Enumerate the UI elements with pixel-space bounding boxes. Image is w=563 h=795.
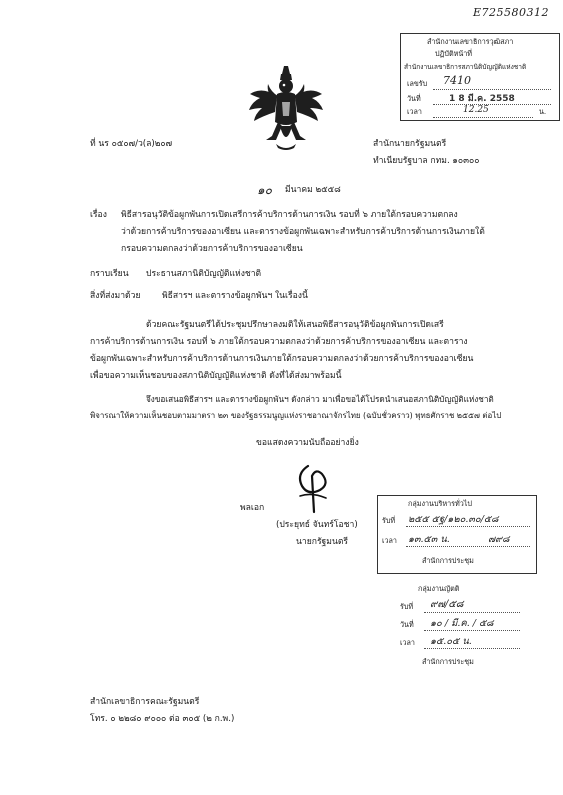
- motions-stamp-time-label: เวลา: [400, 638, 415, 647]
- admin-stamp-no-label: รับที่: [382, 516, 396, 525]
- subject-line-2: ว่าด้วยการค้าบริการของอาเซียน และตารางข้อผูกพันเฉพาะสำหรับการค้าบริการด้านการเงินภายใต้: [121, 227, 485, 237]
- para1-line-1: ด้วยคณะรัฐมนตรีได้ประชุมปรึกษาลงมติให้เสนอพิธีสารอนุวัติข้อผูกพันการเปิดเสรี: [146, 320, 444, 330]
- receiving-stamp-no-label: เลขรับ: [407, 79, 428, 88]
- sender-office: สำนักนายกรัฐมนตรี: [373, 139, 447, 149]
- enclosure-value: พิธีสารฯ และตารางข้อผูกพันฯ ในเรื่องนี้: [162, 291, 308, 301]
- receiving-stamp-time-label: เวลา: [407, 107, 422, 116]
- signature: [292, 462, 336, 516]
- admin-stamp-office: สำนักการประชุม: [422, 556, 474, 565]
- receiving-stamp: [400, 33, 560, 121]
- receiving-stamp-no-value: 7410: [443, 74, 471, 87]
- date-day-handwritten: ๑๐: [257, 183, 272, 197]
- signer-title: นายกรัฐมนตรี: [296, 537, 349, 547]
- signer-rank: พลเอก: [240, 503, 265, 513]
- receiving-stamp-line2: ปฏิบัติหน้าที่: [435, 49, 473, 58]
- subject-line-3: กรอบความตกลงว่าด้วยการค้าบริการของอาเซียน: [121, 244, 303, 254]
- para1-line-3: ข้อผูกพันเฉพาะสำหรับการค้าบริการด้านการเงินภายใต้กรอบความตกลงว่าด้วยการค้าบริการของอาเซียน: [90, 354, 474, 364]
- motions-stamp-office: สำนักการประชุม: [422, 657, 474, 666]
- admin-stamp-title: กลุ่มงานบริหารทั่วไป: [408, 499, 472, 508]
- admin-stamp-time-value: ๑๓.๕๓ น.: [408, 534, 450, 545]
- motions-stamp-date-label: วันที่: [400, 620, 414, 629]
- receiving-stamp-time-suffix: น.: [539, 107, 547, 116]
- subject-line-1: พิธีสารอนุวัติข้อผูกพันการเปิดเสรีการค้าบริการด้านการเงิน รอบที่ ๖ ภายใต้กรอบความตกลง: [121, 210, 458, 220]
- subject-label: เรื่อง: [90, 210, 107, 220]
- motions-stamp-time-value: ๑๕.๐๕ น.: [430, 636, 472, 647]
- corner-number: E725580312: [473, 6, 550, 19]
- admin-receiving-stamp: [377, 495, 537, 574]
- receiving-stamp-line3: สำนักงานเลขาธิการสภานิติบัญญัติแห่งชาติ: [404, 63, 527, 71]
- para1-line-4: เพื่อขอความเห็นชอบของสภานิติบัญญัติแห่งชาติ ดังที่ได้ส่งมาพร้อมนี้: [90, 371, 342, 381]
- admin-stamp-time-label: เวลา: [382, 536, 397, 545]
- to-value: ประธานสภานิติบัญญัติแห่งชาติ: [146, 269, 262, 279]
- motions-stamp-date-value: ๑๐ / มี.ค. / ๕๘: [430, 618, 494, 629]
- footer-phone: โทร. ๐ ๒๒๘๐ ๙๐๐๐ ต่อ ๓๐๕ (๒ ก.พ.): [90, 714, 235, 724]
- motions-stamp-title: กลุ่มงานญัตติ: [418, 584, 460, 593]
- motions-receiving-stamp: [396, 582, 526, 672]
- admin-stamp-no-value: ๒๕๕ ๕ฐ/๑๒๐.๓๐/๕๘: [408, 514, 499, 525]
- motions-stamp-no-label: รับที่: [400, 602, 414, 611]
- garuda-emblem: [246, 64, 326, 152]
- receiving-stamp-line1: สำนักงานเลขาธิการวุฒิสภา: [427, 37, 514, 46]
- motions-stamp-no-value: ๙๗/๕๘: [430, 599, 464, 610]
- footer-office: สำนักเลขาธิการคณะรัฐมนตรี: [90, 697, 200, 707]
- para2-line-2: พิจารณาให้ความเห็นชอบตามมาตรา ๒๓ ของรัฐธรรมนูญแห่งราชอาณาจักรไทย (ฉบับชั่วคราว) พุทธศักราช ๒๕๕๗ ต่อไป: [90, 411, 502, 420]
- sender-address: ทำเนียบรัฐบาล กทม. ๑๐๓๐๐: [373, 156, 480, 166]
- doc-number: ที่ นร ๐๕๐๗/ว(ล)๒๐๗: [90, 139, 173, 149]
- receiving-stamp-date-label: วันที่: [407, 94, 421, 103]
- signer-name: (ประยุทธ์ จันทร์โอชา): [276, 520, 358, 530]
- letter-date: มีนาคม ๒๕๕๘: [285, 185, 341, 195]
- receiving-stamp-time-value: 12.25: [463, 105, 489, 115]
- para2-line-1: จึงขอเสนอพิธีสารฯ และตารางข้อผูกพันฯ ดังกล่าว มาเพื่อขอได้โปรดนำเสนอสภานิติบัญญัติแห่งชาติ: [146, 394, 494, 404]
- to-label: กราบเรียน: [90, 269, 129, 279]
- enclosure-label: สิ่งที่ส่งมาด้วย: [90, 291, 141, 301]
- closing: ขอแสดงความนับถืออย่างยิ่ง: [256, 438, 359, 448]
- receiving-stamp-date-value: 1 8 มี.ค. 2558: [449, 94, 515, 104]
- para1-line-2: การค้าบริการด้านการเงิน รอบที่ ๖ ภายใต้กรอบความตกลงว่าด้วยการค้าบริการของอาเซียน และตาราง: [90, 337, 468, 347]
- admin-stamp-extra: ๗๙๘: [488, 534, 510, 545]
